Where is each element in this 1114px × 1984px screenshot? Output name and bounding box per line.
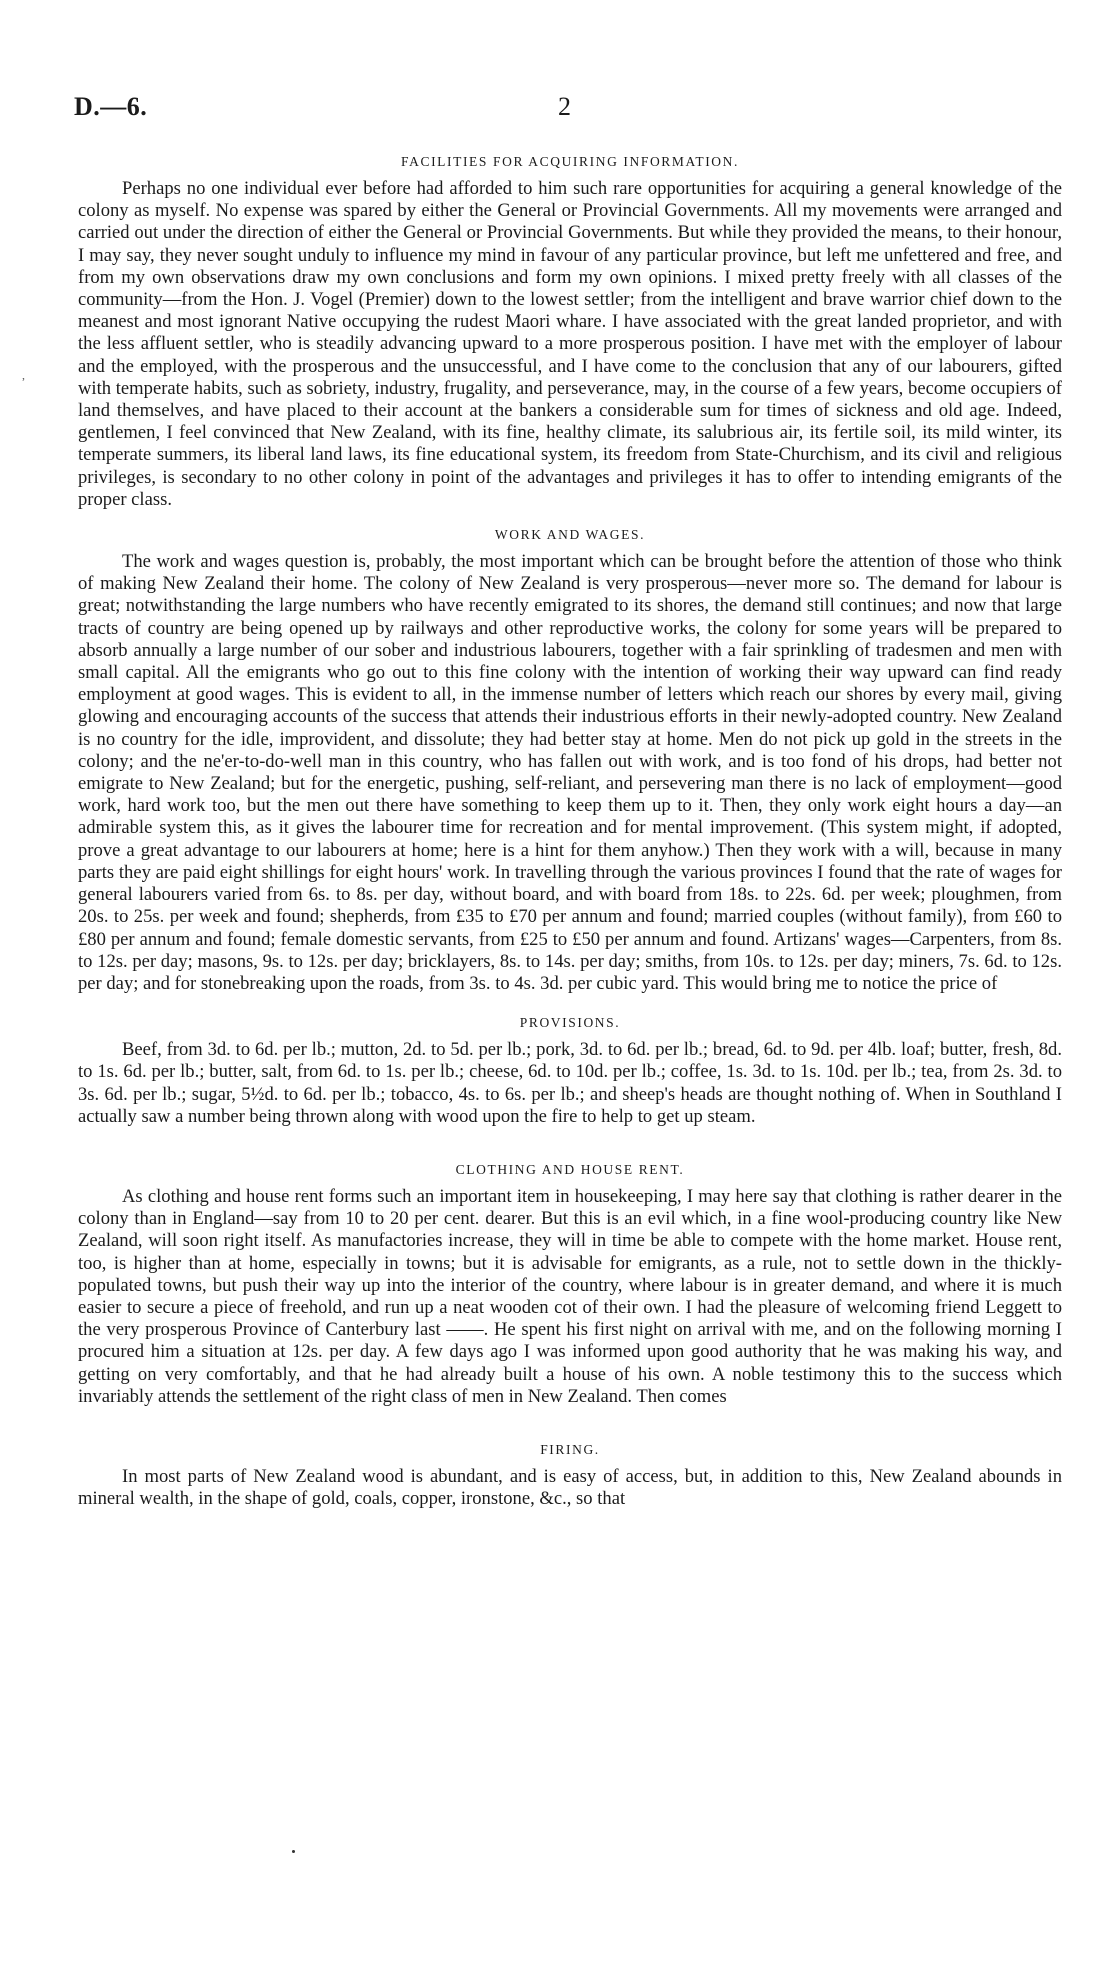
section-facilities xyxy=(78,154,1062,511)
page-number: 2 xyxy=(558,92,571,121)
section-clothing-and-house-rent xyxy=(78,1162,1062,1408)
section-paragraph: The work and wages question is, probably, the most important which can be brought before the attention of those who think of making New Zealand their home. The colony of New Zealand is very prosperous—never more so. The demand for labour is great; notwithstanding the large numbers who have recently emigrated to its shores, the demand still continues; and now that large tracts of country are being opened up by railways and other reproductive works, the colony for some years will be prepared to absorb annually a large number of our sober and industrious labourers, together with a fair sprinkling of tradesmen and men with small capital. All the emigrants who go out to this fine colony with the intention of working their way upward can find ready employment at good wages. This is evident to all, in the immense number of letters which reach our shores by every mail, giving glowing and encouraging accounts of the success that attends their industrious efforts in their newly-adopted country. New Zealand is no country for the idle, improvident, and dissolute; they had better stay at home. Men do not pick up gold in the streets in the colony; and the ne'er-to-do-well man in this country, who has fallen out with work, and is too fond of his drops, had better not emigrate to New Zealand; but for the energetic, pushing, self-reliant, and persevering man there is no lack of employment—good work, hard work too, but the men out there have something to keep them up to it. Then, they only work eight hours a day—an admirable system this, as it gives the labourer time for recreation and for mental improvement. (This system might, if adopted, prove a great advantage to our labourers at home; here is a hint for them anyhow.) Then they work with a will, because in many parts they are paid eight shillings for eight hours' work. In travelling through the various provinces I found that the rate of wages for general labourers varied from 6s. to 8s. per day, without board, and with board from 18s. to 22s. 6d. per week; ploughmen, from 20s. to 25s. per week and found; shepherds, from £35 to £70 per annum and found; married couples (without family), from £60 to £80 per annum and found; female domestic servants, from £25 to £50 per annum and found. Artizans' wages—Carpenters, from 8s. to 12s. per day; masons, 9s. to 12s. per day; bricklayers, 8s. to 14s. per day; smiths, from 10s. to 12s. per day; miners, 7s. 6d. to 12s. per day; and for stonebreaking upon the roads, from 3s. to 4s. 3d. per cubic yard. This would bring me to notice the price of xyxy=(78,551,1062,994)
section-paragraph: In most parts of New Zealand wood is abundant, and is easy of access, but, in addition to this, New Zealand abounds in mineral wealth, in the shape of gold, coals, copper, ironstone, &c., so that xyxy=(78,1465,1062,1510)
section-heading: WORK AND WAGES. xyxy=(494,527,646,543)
section-heading: PROVISIONS. xyxy=(519,1015,621,1031)
stray-ink-dot xyxy=(292,1850,295,1853)
paper-reference: D.—6. xyxy=(74,92,148,121)
section-paragraph: As clothing and house rent forms such an important item in housekeeping, I may here say that clothing is rather dearer in the colony than in England—say from 10 to 20 per cent. dearer. But this is an evil which, in a fine wool-producing country like New Zealand, will soon right itself. As manufactories increase, they will in time be able to compete with the home market. House rent, too, is higher than at home, especially in towns; but it is advisable for emigrants, as a rule, not to settle down in the thickly-populated towns, but push their way up into the interior of the country, where labour is in greater demand, and where it is much easier to secure a piece of freehold, and run up a neat wooden cot of their own. I had the pleasure of welcoming friend Leggett to the very prosperous Province of Canterbury last ——. He spent his first night on arrival with me, and on the following morning I procured him a situation at 12s. per day. A few days ago I was informed upon good authority that he was making his way, and getting on very comfortably, and that he had already built a house of his own. A noble testimony this to the success which invariably attends the settlement of the right class of men in New Zealand. Then comes xyxy=(78,1185,1062,1407)
section-provisions xyxy=(78,1015,1062,1128)
section-paragraph: Perhaps no one individual ever before had afforded to him such rare opportunities for acquiring a general knowledge of the colony as myself. No expense was spared by either the General or Provincial Governments. All my movements were arranged and carried out under the direction of either the General or Provincial Governments. But while they provided the means, to their honour, I may say, they never sought unduly to influence my mind in favour of any particular province, but left me unfettered and free, and from my own observations draw my own conclusions and form my own opinions. I mixed pretty freely with all classes of the community—from the Hon. J. Vogel (Premier) down to the lowest settler; from the intelligent and brave warrior chief down to the meanest and most ignorant Native occupying the rudest Maori whare. I have associated with the great landed proprietor, and with the less affluent settler, who is steadily advancing upward to a more prosperous position. I have met with the employer of labour and the employed, with the prosperous and the unsuccessful, and I have come to the conclusion that any of our labourers, gifted with temperate habits, such as sobriety, industry, frugality, and perseverance, may, in the course of a few years, become occupiers of land themselves, and have placed to their account at the bankers a considerable sum for times of sickness and old age. Indeed, gentlemen, I feel convinced that New Zealand, with its fine, healthy climate, its salubrious air, its fertile soil, its mild winter, its temperate summers, its liberal land laws, its fine educational system, its freedom from State-Churchism, and its civil and religious privileges, is secondary to no other colony in point of the advantages and privileges it has to offer to intending emigrants of the proper class. xyxy=(78,178,1062,510)
page-header xyxy=(74,92,1062,132)
section-heading: FIRING. xyxy=(540,1441,600,1457)
section-heading: CLOTHING AND HOUSE RENT. xyxy=(455,1161,685,1177)
section-heading: FACILITIES FOR ACQUIRING INFORMATION. xyxy=(401,154,739,169)
section-firing xyxy=(78,1442,1062,1510)
margin-mark: , xyxy=(22,368,25,382)
document-page xyxy=(74,92,1062,1530)
section-work-and-wages xyxy=(78,527,1062,995)
section-paragraph: Beef, from 3d. to 6d. per lb.; mutton, 2d. to 5d. per lb.; pork, 3d. to 6d. per lb.; bread, 6d. to 9d. per 4lb. loaf; butter, fresh, 8d. to 1s. 6d. per lb.; butter, salt, from 6d. to 1s. per lb.; cheese, 6d. to 10d. per lb.; coffee, 1s. 3d. to 1s. 10d. per lb.; tea, from 2s. 3d. to 3s. 6d. per lb.; sugar, 5½d. to 6d. per lb.; tobacco, 4s. to 6s. per lb.; and sheep's heads are thought nothing of. When in Southland I actually saw a number being thrown along with wood upon the fire to help to get up steam. xyxy=(78,1039,1062,1127)
